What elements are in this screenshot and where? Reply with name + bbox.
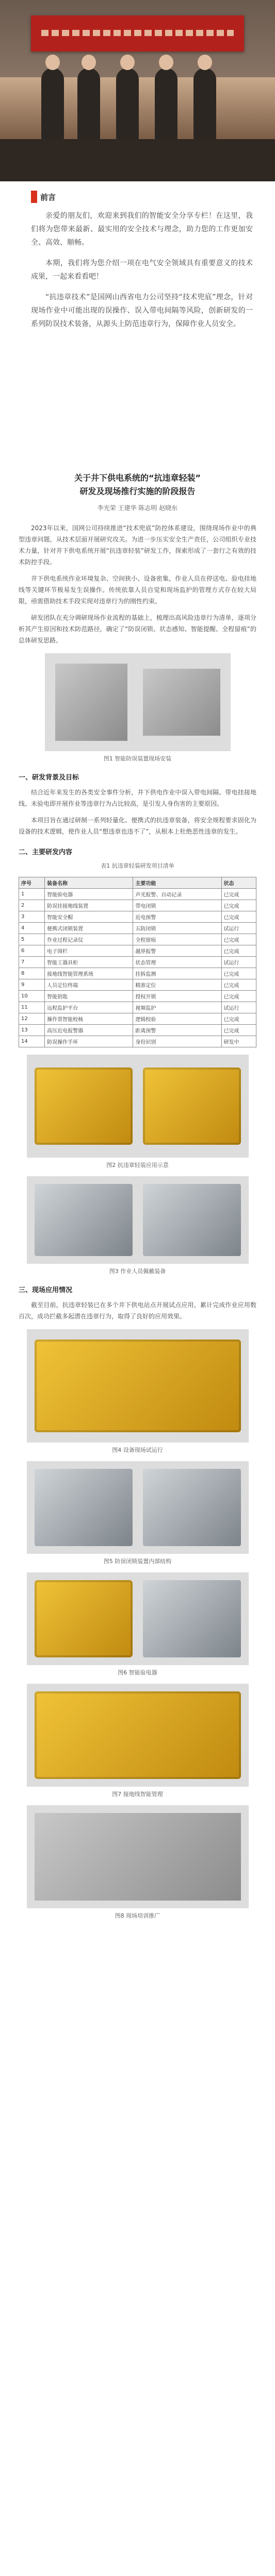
section-heading: 一、研发背景及目标 (19, 774, 79, 782)
article-title-line: 研发及现场推行实施的阶段报告 (79, 486, 196, 496)
metal-equipment (143, 1580, 241, 1657)
table-cell: 电子围栏 (45, 945, 133, 957)
header-photo (0, 0, 275, 181)
yellow-equipment (35, 1580, 133, 1657)
table-cell: 9 (19, 979, 45, 991)
table-cell: 7 (19, 957, 45, 968)
table-row (19, 957, 256, 968)
table-cell: 声光报警、自动记录 (133, 889, 221, 900)
metal-equipment (143, 1469, 241, 1546)
table-cell: 防误操作手环 (45, 1036, 133, 1047)
table-cell: 智能验电器 (45, 889, 133, 900)
table-cell: 逻辑校验 (133, 1013, 221, 1025)
table-cell: 越界报警 (133, 945, 221, 957)
body-paragraph: 井下供电系统作业环境复杂、空间狭小、设备密集，作业人员在停送电、验电挂地线等关键环节极易发生误操作。传统依靠人员自觉和现场监护的管理方式存在较大局限，亟需借助技术手段实现对违章行为的刚性约束。 (19, 575, 256, 605)
photo-figure (45, 653, 231, 751)
photo-figure (27, 1461, 249, 1554)
table-cell: 12 (19, 1013, 45, 1025)
table-cell: 已完成 (221, 979, 256, 991)
table-cell: 授权开锁 (133, 991, 221, 1002)
table-caption: 表1 抗违章轻装研发项目清单 (101, 862, 174, 869)
article-title-line: 关于井下供电系统的“抗违章轻装” (74, 473, 201, 483)
column-header: 序号 (19, 877, 45, 889)
figure-caption: 图3 作业人员佩戴装备 (109, 1268, 166, 1275)
metal-equipment (143, 1184, 241, 1256)
section-heading: 三、现场应用情况 (19, 1286, 73, 1294)
table-cell: 已完成 (221, 900, 256, 911)
table-cell: 带电闭锁 (133, 900, 221, 911)
person (193, 68, 216, 140)
yellow-equipment (35, 1691, 241, 1779)
table-cell: 已完成 (221, 911, 256, 923)
figure-caption: 图4 设备现场试运行 (112, 1447, 163, 1453)
equipment-panel (143, 669, 220, 736)
equipment-panel (35, 1813, 241, 1901)
table-cell: 智能钥匙 (45, 991, 133, 1002)
preface-heading: 前言 (40, 192, 56, 202)
table-row (19, 900, 256, 911)
table-cell: 防误挂接地线装置 (45, 900, 133, 911)
table-row (19, 1013, 256, 1025)
table-row (19, 1002, 256, 1013)
yellow-equipment (143, 1067, 241, 1145)
table-cell: 状态管理 (133, 957, 221, 968)
figure-caption: 图1 智能防误装置现场安装 (103, 755, 172, 762)
table-cell: 高压近电报警器 (45, 1025, 133, 1036)
table-cell: 8 (19, 968, 45, 979)
accent-bar (31, 191, 37, 203)
table-cell: 远程监护平台 (45, 1002, 133, 1013)
table-cell: 便携式闭锁装置 (45, 923, 133, 934)
table-row (19, 991, 256, 1002)
table-cell: 已完成 (221, 1025, 256, 1036)
table-row (19, 968, 256, 979)
table-cell: 2 (19, 900, 45, 911)
body-paragraph: 结合近年来发生的各类安全事件分析，井下供电作业中误入带电间隔、带电挂接地线、未验电即开展作业等违章行为占比较高，是引发人身伤害的主要原因。 (19, 789, 256, 807)
photo-figure (27, 1329, 249, 1443)
table-cell: 试运行 (221, 957, 256, 968)
table-cell: 10 (19, 991, 45, 1002)
photo-figure (27, 1805, 249, 1908)
table-cell: 已完成 (221, 945, 256, 957)
figure-caption: 图8 现场培训推广 (115, 1912, 160, 1919)
person (155, 68, 177, 140)
table-cell: 身份识别 (133, 1036, 221, 1047)
table-cell: 已完成 (221, 1013, 256, 1025)
table-cell: 距离预警 (133, 1025, 221, 1036)
table-cell: 5 (19, 934, 45, 945)
table-cell: 作业过程记录仪 (45, 934, 133, 945)
photo-figure (27, 1055, 249, 1158)
photo-figure (27, 1684, 249, 1787)
table-cell: 人员定位终端 (45, 979, 133, 991)
table-cell: 已完成 (221, 934, 256, 945)
table-row (19, 923, 256, 934)
preface-body (31, 209, 253, 331)
table-cell: 五防闭锁 (133, 923, 221, 934)
table-row (19, 979, 256, 991)
body-paragraph: 截至目前，抗违章轻装已在多个井下供电站点开展试点应用，累计完成作业应用数百次，成功拦截多起潜在违章行为，取得了良好的应用效果。 (19, 1301, 256, 1320)
person (41, 68, 64, 140)
table-cell: 已完成 (221, 889, 256, 900)
table-row (19, 1036, 256, 1047)
table-cell: 接地线智能管理系统 (45, 968, 133, 979)
table-cell: 已完成 (221, 968, 256, 979)
table-cell: 操作票智能校核 (45, 1013, 133, 1025)
photo-figure (27, 1176, 249, 1264)
preface-paragraph: 本期，我们将为您介绍一项在电气安全领域具有重要意义的技术成果，一起来看看吧！ (31, 259, 253, 281)
table-row (19, 945, 256, 957)
figure-caption: 图5 防误闭锁装置内部结构 (103, 1558, 172, 1565)
body-paragraph: 2023年以来，国网公司持续推进“技术兜底”防控体系建设，围绕现场作业中的典型违章问题，从技术层面开展研究攻关。为进一步压实安全生产责任，公司组织专业技术力量，针对井下供电系统开展“抗违章轻装”研发工作，探索形成了一套行之有效的技术防控手段。 (19, 524, 256, 566)
table-header-row (19, 877, 256, 889)
stage-banner (31, 15, 244, 52)
body-paragraph: 本项目旨在通过研制一系列轻量化、便携式的抗违章装备，将安全规程要求固化为设备的技术逻辑，使作业人员“想违章也违不了”，从根本上杜绝恶性违章的发生。 (19, 817, 256, 835)
table-cell: 14 (19, 1036, 45, 1047)
preface-paragraph: 亲爱的朋友们，欢迎来到我们的智能安全分享专栏！在这里，我们将为您带来最新、最实用的安全技术与理念，助力您的工作更加安全、高效、顺畅。 (31, 212, 253, 247)
preface-header (31, 191, 253, 203)
table-cell: 挂拆监测 (133, 968, 221, 979)
table-cell: 1 (19, 889, 45, 900)
yellow-equipment (35, 1340, 241, 1432)
article-byline: 李光荣 王建华 陈志明 赵晓东 (97, 504, 178, 512)
table-cell: 精准定位 (133, 979, 221, 991)
table-cell: 近电预警 (133, 911, 221, 923)
table-row (19, 934, 256, 945)
photo-figure (27, 1572, 249, 1665)
column-header: 装备名称 (45, 877, 133, 889)
table-row (19, 889, 256, 900)
table-cell: 全程留痕 (133, 934, 221, 945)
metal-equipment (35, 1469, 133, 1546)
body-paragraph: 研发团队在充分调研现场作业流程的基础上，梳理出高风险违章行为清单，逐项分析其产生原因和技术防范路径，确定了“防误闭锁、状态感知、智能提醒、全程留痕”的总体研发思路。 (19, 614, 256, 644)
table-row (19, 1025, 256, 1036)
table-cell: 11 (19, 1002, 45, 1013)
report-article (19, 471, 256, 1927)
table-cell: 已完成 (221, 991, 256, 1002)
table-row (19, 911, 256, 923)
table-cell: 试运行 (221, 1002, 256, 1013)
table-cell: 智能工器具柜 (45, 957, 133, 968)
figure-caption: 图7 接地线智能管理 (112, 1791, 163, 1798)
project-table (19, 877, 256, 1047)
stage-floor (0, 139, 275, 181)
preface-paragraph: “抗违章技术”是国网山西省电力公司坚持“技术兜底”理念，针对现场作业中可能出现的误操作、误入带电间隔等风险，创新研发的一系列防误技术装备，从源头上防范违章行为，保障作业人员安全。 (31, 293, 253, 328)
preface-section (31, 191, 253, 338)
table-cell: 研发中 (221, 1036, 256, 1047)
figure-caption: 图2 抗违章轻装应用示意 (106, 1162, 169, 1168)
table-cell: 试运行 (221, 923, 256, 934)
metal-equipment (35, 1184, 133, 1256)
yellow-equipment (35, 1067, 133, 1145)
table-cell: 3 (19, 911, 45, 923)
equipment-panel (55, 664, 127, 741)
figure-caption: 图6 智能验电器 (118, 1669, 157, 1676)
table-cell: 13 (19, 1025, 45, 1036)
table-cell: 4 (19, 923, 45, 934)
person (116, 68, 139, 140)
table-cell: 智能安全帽 (45, 911, 133, 923)
column-header: 状态 (221, 877, 256, 889)
person (77, 68, 100, 140)
table-cell: 视频监护 (133, 1002, 221, 1013)
section-heading: 二、主要研发内容 (19, 849, 73, 856)
column-header: 主要功能 (133, 877, 221, 889)
table-cell: 6 (19, 945, 45, 957)
